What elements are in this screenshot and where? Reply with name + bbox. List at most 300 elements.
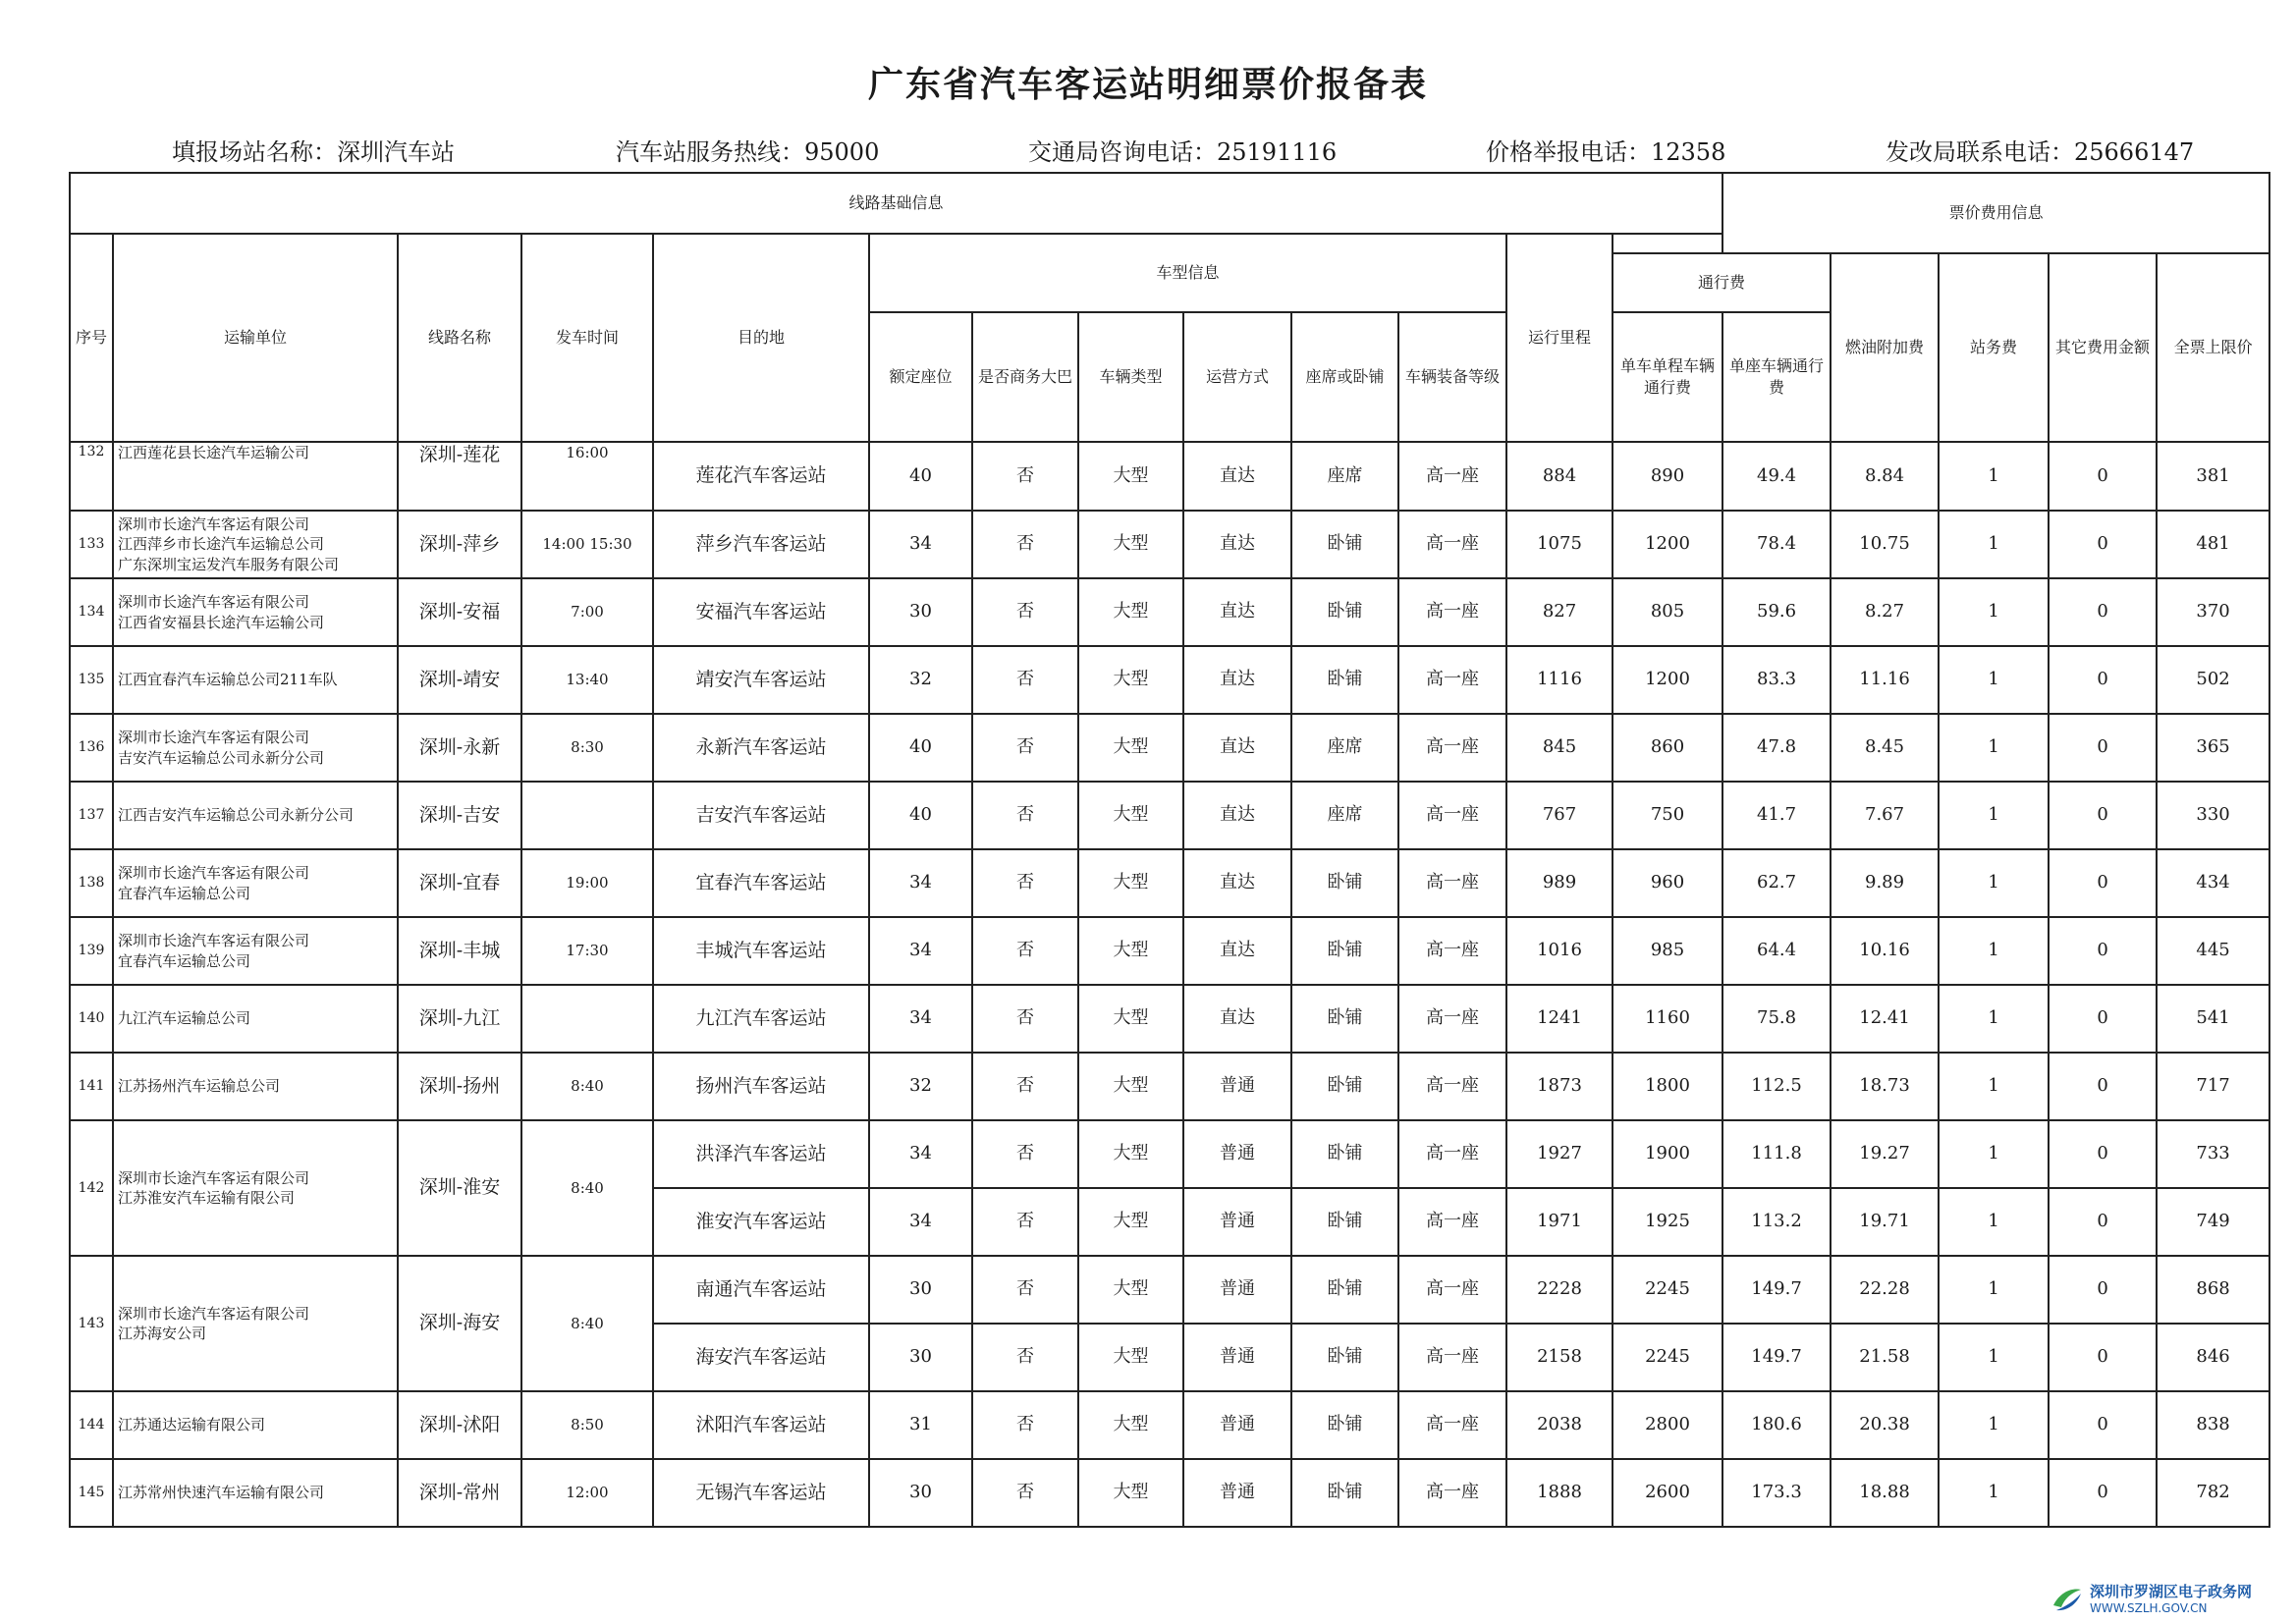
toll-vehicle-cell: 890 <box>1613 442 1722 511</box>
table-row <box>70 1459 2269 1527</box>
grade-cell: 高一座 <box>1398 511 1506 578</box>
header-toll-vehicle: 单车单程车辆通行费 <box>1613 312 1722 442</box>
other-fee-cell: 0 <box>2049 1391 2157 1459</box>
seats-cell: 30 <box>869 578 972 646</box>
table-body <box>70 442 2269 1527</box>
vehicle-type-cell: 大型 <box>1078 646 1183 714</box>
toll-seat-cell: 41.7 <box>1722 782 1831 849</box>
operation-mode-cell: 直达 <box>1183 917 1291 985</box>
seat-type-cell: 卧铺 <box>1291 1391 1398 1459</box>
station-fee-cell: 1 <box>1939 1391 2049 1459</box>
grade-cell: 高一座 <box>1398 1120 1506 1188</box>
vehicle-type-cell: 大型 <box>1078 1120 1183 1188</box>
company-cell: 深圳市长途汽车客运有限公司 吉安汽车运输总公司永新分公司 <box>113 714 398 782</box>
route-cell: 深圳-永新 <box>398 714 521 782</box>
max-price-cell: 381 <box>2157 442 2269 511</box>
station-fee-cell: 1 <box>1939 511 2049 578</box>
toll-vehicle-cell: 985 <box>1613 917 1722 985</box>
vehicle-type-cell: 大型 <box>1078 1053 1183 1120</box>
station-fee-cell: 1 <box>1939 646 2049 714</box>
max-price-cell: 365 <box>2157 714 2269 782</box>
other-fee-cell: 0 <box>2049 1256 2157 1324</box>
departure-time-cell: 7:00 <box>521 578 653 646</box>
seats-cell: 34 <box>869 849 972 917</box>
distance-cell: 827 <box>1506 578 1613 646</box>
operation-mode-cell: 直达 <box>1183 714 1291 782</box>
seq-cell: 135 <box>70 646 113 714</box>
table-row <box>70 849 2269 917</box>
header-max-price: 全票上限价 <box>2157 253 2269 442</box>
destination-cell: 淮安汽车客运站 <box>653 1188 869 1256</box>
company-cell: 江西莲花县长途汽车运输公司 <box>113 442 398 511</box>
seat-type-cell: 卧铺 <box>1291 1188 1398 1256</box>
toll-seat-cell: 59.6 <box>1722 578 1831 646</box>
table-row <box>70 578 2269 646</box>
fuel-cell: 22.28 <box>1831 1256 1939 1324</box>
destination-cell: 萍乡汽车客运站 <box>653 511 869 578</box>
max-price-cell: 434 <box>2157 849 2269 917</box>
toll-vehicle-cell: 1900 <box>1613 1120 1722 1188</box>
operation-mode-cell: 直达 <box>1183 646 1291 714</box>
company-cell: 深圳市长途汽车客运有限公司 江苏海安公司 <box>113 1256 398 1391</box>
fuel-cell: 19.27 <box>1831 1120 1939 1188</box>
destination-cell: 洪泽汽车客运站 <box>653 1120 869 1188</box>
vehicle-type-cell: 大型 <box>1078 1324 1183 1391</box>
route-cell: 深圳-九江 <box>398 985 521 1053</box>
business-cell: 否 <box>972 511 1078 578</box>
header-business: 是否商务大巴 <box>972 312 1078 442</box>
vehicle-type-cell: 大型 <box>1078 714 1183 782</box>
fuel-cell: 9.89 <box>1831 849 1939 917</box>
distance-cell: 2228 <box>1506 1256 1613 1324</box>
table-row <box>70 782 2269 849</box>
station-hotline: 汽车站服务热线：95000 <box>616 138 880 166</box>
station-fee-cell: 1 <box>1939 1188 2049 1256</box>
distance-cell: 1971 <box>1506 1188 1613 1256</box>
other-fee-cell: 0 <box>2049 714 2157 782</box>
station-fee-cell: 1 <box>1939 1053 2049 1120</box>
header-time: 发车时间 <box>521 234 653 442</box>
operation-mode-cell: 普通 <box>1183 1324 1291 1391</box>
business-cell: 否 <box>972 1391 1078 1459</box>
table-row <box>70 1120 2269 1188</box>
toll-vehicle-cell: 1800 <box>1613 1053 1722 1120</box>
header-seats: 额定座位 <box>869 312 972 442</box>
station-fee-cell: 1 <box>1939 849 2049 917</box>
distance-cell: 1888 <box>1506 1459 1613 1527</box>
business-cell: 否 <box>972 442 1078 511</box>
station-name: 填报场站名称：深圳汽车站 <box>172 138 455 166</box>
departure-time-cell: 8:30 <box>521 714 653 782</box>
seats-cell: 34 <box>869 511 972 578</box>
route-cell: 深圳-常州 <box>398 1459 521 1527</box>
table-row <box>70 1053 2269 1120</box>
station-fee-cell: 1 <box>1939 714 2049 782</box>
destination-cell: 海安汽车客运站 <box>653 1324 869 1391</box>
seat-type-cell: 座席 <box>1291 714 1398 782</box>
table-row <box>70 646 2269 714</box>
toll-seat-cell: 112.5 <box>1722 1053 1831 1120</box>
station-fee-cell: 1 <box>1939 1120 2049 1188</box>
destination-cell: 扬州汽车客运站 <box>653 1053 869 1120</box>
max-price-cell: 846 <box>2157 1324 2269 1391</box>
grade-cell: 高一座 <box>1398 578 1506 646</box>
header-toll-group: 通行费 <box>1613 253 1831 312</box>
distance-cell: 1927 <box>1506 1120 1613 1188</box>
toll-vehicle-cell: 2245 <box>1613 1324 1722 1391</box>
business-cell: 否 <box>972 646 1078 714</box>
table-row <box>70 1256 2269 1324</box>
fuel-cell: 10.16 <box>1831 917 1939 985</box>
station-fee-cell: 1 <box>1939 442 2049 511</box>
other-fee-cell: 0 <box>2049 849 2157 917</box>
toll-vehicle-cell: 960 <box>1613 849 1722 917</box>
header-company: 运输单位 <box>113 234 398 442</box>
departure-time-cell <box>521 985 653 1053</box>
seat-type-cell: 座席 <box>1291 442 1398 511</box>
departure-time-cell: 14:00 15:30 <box>521 511 653 578</box>
grade-cell: 高一座 <box>1398 442 1506 511</box>
seat-type-cell: 卧铺 <box>1291 646 1398 714</box>
traffic-bureau-phone: 交通局咨询电话：25191116 <box>1028 138 1338 166</box>
price-report-phone: 价格举报电话：12358 <box>1486 138 1726 166</box>
seq-cell: 137 <box>70 782 113 849</box>
operation-mode-cell: 直达 <box>1183 578 1291 646</box>
station-fee-cell: 1 <box>1939 1459 2049 1527</box>
seat-type-cell: 卧铺 <box>1291 1324 1398 1391</box>
station-fee-cell: 1 <box>1939 578 2049 646</box>
group-fare-info: 票价费用信息 <box>1722 173 2269 253</box>
max-price-cell: 868 <box>2157 1256 2269 1324</box>
seq-cell: 145 <box>70 1459 113 1527</box>
seat-type-cell: 卧铺 <box>1291 1256 1398 1324</box>
vehicle-type-cell: 大型 <box>1078 1391 1183 1459</box>
fuel-cell: 18.88 <box>1831 1459 1939 1527</box>
header-vehicle-type: 车辆类型 <box>1078 312 1183 442</box>
toll-seat-cell: 64.4 <box>1722 917 1831 985</box>
fuel-cell: 21.58 <box>1831 1324 1939 1391</box>
grade-cell: 高一座 <box>1398 782 1506 849</box>
operation-mode-cell: 直达 <box>1183 442 1291 511</box>
seats-cell: 40 <box>869 442 972 511</box>
grade-cell: 高一座 <box>1398 714 1506 782</box>
station-fee-cell: 1 <box>1939 1324 2049 1391</box>
fuel-cell: 11.16 <box>1831 646 1939 714</box>
route-cell: 深圳-靖安 <box>398 646 521 714</box>
toll-vehicle-cell: 1160 <box>1613 985 1722 1053</box>
route-cell: 深圳-吉安 <box>398 782 521 849</box>
business-cell: 否 <box>972 985 1078 1053</box>
seats-cell: 32 <box>869 1053 972 1120</box>
seq-cell: 139 <box>70 917 113 985</box>
distance-cell: 1016 <box>1506 917 1613 985</box>
seats-cell: 40 <box>869 714 972 782</box>
distance-cell: 1873 <box>1506 1053 1613 1120</box>
reform-bureau-phone: 发改局联系电话：25666147 <box>1886 138 2195 166</box>
grade-cell: 高一座 <box>1398 1188 1506 1256</box>
toll-seat-cell: 75.8 <box>1722 985 1831 1053</box>
other-fee-cell: 0 <box>2049 442 2157 511</box>
seq-cell: 133 <box>70 511 113 578</box>
seat-type-cell: 卧铺 <box>1291 1459 1398 1527</box>
grade-cell: 高一座 <box>1398 1324 1506 1391</box>
max-price-cell: 445 <box>2157 917 2269 985</box>
other-fee-cell: 0 <box>2049 646 2157 714</box>
header-route: 线路名称 <box>398 234 521 442</box>
other-fee-cell: 0 <box>2049 985 2157 1053</box>
header-other-fees: 其它费用金额 <box>2049 253 2157 442</box>
vehicle-type-cell: 大型 <box>1078 578 1183 646</box>
header-vehicle-group: 车型信息 <box>869 234 1506 312</box>
route-cell: 深圳-宜春 <box>398 849 521 917</box>
grade-cell: 高一座 <box>1398 1053 1506 1120</box>
vehicle-type-cell: 大型 <box>1078 985 1183 1053</box>
departure-time-cell: 12:00 <box>521 1459 653 1527</box>
seats-cell: 40 <box>869 782 972 849</box>
table-row <box>70 1391 2269 1459</box>
destination-cell: 无锡汽车客运站 <box>653 1459 869 1527</box>
watermark-url: WWW.SZLH.GOV.CN <box>2089 1601 2208 1615</box>
business-cell: 否 <box>972 1256 1078 1324</box>
seq-cell: 136 <box>70 714 113 782</box>
distance-cell: 989 <box>1506 849 1613 917</box>
destination-cell: 丰城汽车客运站 <box>653 917 869 985</box>
vehicle-type-cell: 大型 <box>1078 1459 1183 1527</box>
table-row <box>70 917 2269 985</box>
header-station-fee: 站务费 <box>1939 253 2049 442</box>
toll-seat-cell: 49.4 <box>1722 442 1831 511</box>
route-cell: 深圳-淮安 <box>398 1120 521 1256</box>
max-price-cell: 749 <box>2157 1188 2269 1256</box>
route-cell: 深圳-扬州 <box>398 1053 521 1120</box>
max-price-cell: 782 <box>2157 1459 2269 1527</box>
company-cell: 深圳市长途汽车客运有限公司 江西萍乡市长途汽车运输总公司 广东深圳宝运发汽车服务有限公司 <box>113 511 398 578</box>
business-cell: 否 <box>972 714 1078 782</box>
other-fee-cell: 0 <box>2049 578 2157 646</box>
swoosh-logo-icon <box>2050 1584 2084 1613</box>
station-fee-cell: 1 <box>1939 985 2049 1053</box>
destination-cell: 南通汽车客运站 <box>653 1256 869 1324</box>
toll-vehicle-cell: 2245 <box>1613 1256 1722 1324</box>
distance-cell: 1116 <box>1506 646 1613 714</box>
seats-cell: 34 <box>869 1120 972 1188</box>
header-destination: 目的地 <box>653 234 869 442</box>
seats-cell: 34 <box>869 1188 972 1256</box>
operation-mode-cell: 普通 <box>1183 1120 1291 1188</box>
fuel-cell: 20.38 <box>1831 1391 1939 1459</box>
watermark-name: 深圳市罗湖区电子政务网 <box>2089 1583 2252 1600</box>
destination-cell: 宜春汽车客运站 <box>653 849 869 917</box>
seats-cell: 30 <box>869 1459 972 1527</box>
departure-time-cell <box>521 782 653 849</box>
fuel-cell: 8.84 <box>1831 442 1939 511</box>
operation-mode-cell: 直达 <box>1183 985 1291 1053</box>
table-row <box>70 442 2269 511</box>
destination-cell: 莲花汽车客运站 <box>653 442 869 511</box>
company-cell: 江苏常州快速汽车运输有限公司 <box>113 1459 398 1527</box>
company-cell: 深圳市长途汽车客运有限公司 江西省安福县长途汽车运输公司 <box>113 578 398 646</box>
grade-cell: 高一座 <box>1398 917 1506 985</box>
other-fee-cell: 0 <box>2049 917 2157 985</box>
company-cell: 江西宜春汽车运输总公司211车队 <box>113 646 398 714</box>
max-price-cell: 717 <box>2157 1053 2269 1120</box>
business-cell: 否 <box>972 1324 1078 1391</box>
vehicle-type-cell: 大型 <box>1078 511 1183 578</box>
vehicle-type-cell: 大型 <box>1078 1188 1183 1256</box>
grade-cell: 高一座 <box>1398 1459 1506 1527</box>
toll-seat-cell: 47.8 <box>1722 714 1831 782</box>
business-cell: 否 <box>972 849 1078 917</box>
toll-vehicle-cell: 2800 <box>1613 1391 1722 1459</box>
vehicle-type-cell: 大型 <box>1078 917 1183 985</box>
operation-mode-cell: 普通 <box>1183 1053 1291 1120</box>
route-cell: 深圳-安福 <box>398 578 521 646</box>
watermark <box>2050 1581 2252 1615</box>
toll-seat-cell: 111.8 <box>1722 1120 1831 1188</box>
station-fee-cell: 1 <box>1939 917 2049 985</box>
departure-time-cell: 8:50 <box>521 1391 653 1459</box>
route-cell: 深圳-莲花 <box>398 442 521 511</box>
seq-cell: 141 <box>70 1053 113 1120</box>
company-cell: 深圳市长途汽车客运有限公司 宜春汽车运输总公司 <box>113 917 398 985</box>
seat-type-cell: 卧铺 <box>1291 1120 1398 1188</box>
seat-type-cell: 卧铺 <box>1291 985 1398 1053</box>
departure-time-cell: 16:00 <box>521 442 653 511</box>
operation-mode-cell: 普通 <box>1183 1391 1291 1459</box>
max-price-cell: 330 <box>2157 782 2269 849</box>
toll-vehicle-cell: 1200 <box>1613 511 1722 578</box>
destination-cell: 靖安汽车客运站 <box>653 646 869 714</box>
station-fee-cell: 1 <box>1939 1256 2049 1324</box>
grade-cell: 高一座 <box>1398 646 1506 714</box>
business-cell: 否 <box>972 782 1078 849</box>
seq-cell: 134 <box>70 578 113 646</box>
max-price-cell: 838 <box>2157 1391 2269 1459</box>
other-fee-cell: 0 <box>2049 1459 2157 1527</box>
distance-cell: 1241 <box>1506 985 1613 1053</box>
max-price-cell: 370 <box>2157 578 2269 646</box>
company-cell: 深圳市长途汽车客运有限公司 宜春汽车运输总公司 <box>113 849 398 917</box>
vehicle-type-cell: 大型 <box>1078 442 1183 511</box>
distance-cell: 1075 <box>1506 511 1613 578</box>
operation-mode-cell: 直达 <box>1183 511 1291 578</box>
grade-cell: 高一座 <box>1398 1256 1506 1324</box>
fuel-cell: 19.71 <box>1831 1188 1939 1256</box>
seq-cell: 132 <box>70 442 113 511</box>
grade-cell: 高一座 <box>1398 849 1506 917</box>
grade-cell: 高一座 <box>1398 1391 1506 1459</box>
table-row <box>70 511 2269 578</box>
route-cell: 深圳-沭阳 <box>398 1391 521 1459</box>
toll-seat-cell: 173.3 <box>1722 1459 1831 1527</box>
toll-vehicle-cell: 860 <box>1613 714 1722 782</box>
seq-cell: 143 <box>70 1256 113 1391</box>
business-cell: 否 <box>972 1120 1078 1188</box>
business-cell: 否 <box>972 1188 1078 1256</box>
other-fee-cell: 0 <box>2049 1053 2157 1120</box>
seq-cell: 140 <box>70 985 113 1053</box>
route-cell: 深圳-萍乡 <box>398 511 521 578</box>
seats-cell: 34 <box>869 985 972 1053</box>
destination-cell: 永新汽车客运站 <box>653 714 869 782</box>
distance-cell: 2158 <box>1506 1324 1613 1391</box>
seats-cell: 30 <box>869 1324 972 1391</box>
departure-time-cell: 8:40 <box>521 1120 653 1256</box>
toll-seat-cell: 180.6 <box>1722 1391 1831 1459</box>
business-cell: 否 <box>972 578 1078 646</box>
header-toll-seat: 单座车辆通行费 <box>1722 312 1831 442</box>
distance-cell: 845 <box>1506 714 1613 782</box>
vehicle-type-cell: 大型 <box>1078 1256 1183 1324</box>
destination-cell: 沭阳汽车客运站 <box>653 1391 869 1459</box>
distance-cell: 767 <box>1506 782 1613 849</box>
toll-vehicle-cell: 2600 <box>1613 1459 1722 1527</box>
fuel-cell: 12.41 <box>1831 985 1939 1053</box>
seq-cell: 144 <box>70 1391 113 1459</box>
company-cell: 江苏通达运输有限公司 <box>113 1391 398 1459</box>
seats-cell: 31 <box>869 1391 972 1459</box>
toll-vehicle-cell: 750 <box>1613 782 1722 849</box>
vehicle-type-cell: 大型 <box>1078 849 1183 917</box>
departure-time-cell: 17:30 <box>521 917 653 985</box>
toll-seat-cell: 78.4 <box>1722 511 1831 578</box>
header-grade: 车辆装备等级 <box>1398 312 1506 442</box>
operation-mode-cell: 普通 <box>1183 1188 1291 1256</box>
seat-type-cell: 卧铺 <box>1291 917 1398 985</box>
operation-mode-cell: 普通 <box>1183 1256 1291 1324</box>
page-title: 广东省汽车客运站明细票价报备表 <box>867 65 1428 105</box>
toll-vehicle-cell: 1925 <box>1613 1188 1722 1256</box>
table-row <box>70 985 2269 1053</box>
fuel-cell: 10.75 <box>1831 511 1939 578</box>
header-fuel: 燃油附加费 <box>1831 253 1939 442</box>
seat-type-cell: 卧铺 <box>1291 849 1398 917</box>
other-fee-cell: 0 <box>2049 1188 2157 1256</box>
seat-type-cell: 卧铺 <box>1291 578 1398 646</box>
station-fee-cell: 1 <box>1939 782 2049 849</box>
toll-seat-cell: 149.7 <box>1722 1256 1831 1324</box>
distance-cell: 2038 <box>1506 1391 1613 1459</box>
toll-vehicle-cell: 1200 <box>1613 646 1722 714</box>
seq-cell: 142 <box>70 1120 113 1256</box>
toll-seat-cell: 62.7 <box>1722 849 1831 917</box>
other-fee-cell: 0 <box>2049 782 2157 849</box>
destination-cell: 吉安汽车客运站 <box>653 782 869 849</box>
route-cell: 深圳-海安 <box>398 1256 521 1391</box>
operation-mode-cell: 普通 <box>1183 1459 1291 1527</box>
toll-seat-cell: 149.7 <box>1722 1324 1831 1391</box>
business-cell: 否 <box>972 1053 1078 1120</box>
max-price-cell: 502 <box>2157 646 2269 714</box>
header-distance: 运行里程 <box>1506 234 1613 442</box>
grade-cell: 高一座 <box>1398 985 1506 1053</box>
table-row <box>70 714 2269 782</box>
operation-mode-cell: 直达 <box>1183 782 1291 849</box>
company-cell: 江西吉安汽车运输总公司永新分公司 <box>113 782 398 849</box>
fare-table <box>69 172 2270 1528</box>
seq-cell: 138 <box>70 849 113 917</box>
operation-mode-cell: 直达 <box>1183 849 1291 917</box>
distance-cell: 884 <box>1506 442 1613 511</box>
max-price-cell: 481 <box>2157 511 2269 578</box>
departure-time-cell: 19:00 <box>521 849 653 917</box>
vehicle-type-cell: 大型 <box>1078 782 1183 849</box>
other-fee-cell: 0 <box>2049 1120 2157 1188</box>
other-fee-cell: 0 <box>2049 511 2157 578</box>
group-route-info: 线路基础信息 <box>70 173 1722 234</box>
header-seq: 序号 <box>70 234 113 442</box>
destination-cell: 安福汽车客运站 <box>653 578 869 646</box>
